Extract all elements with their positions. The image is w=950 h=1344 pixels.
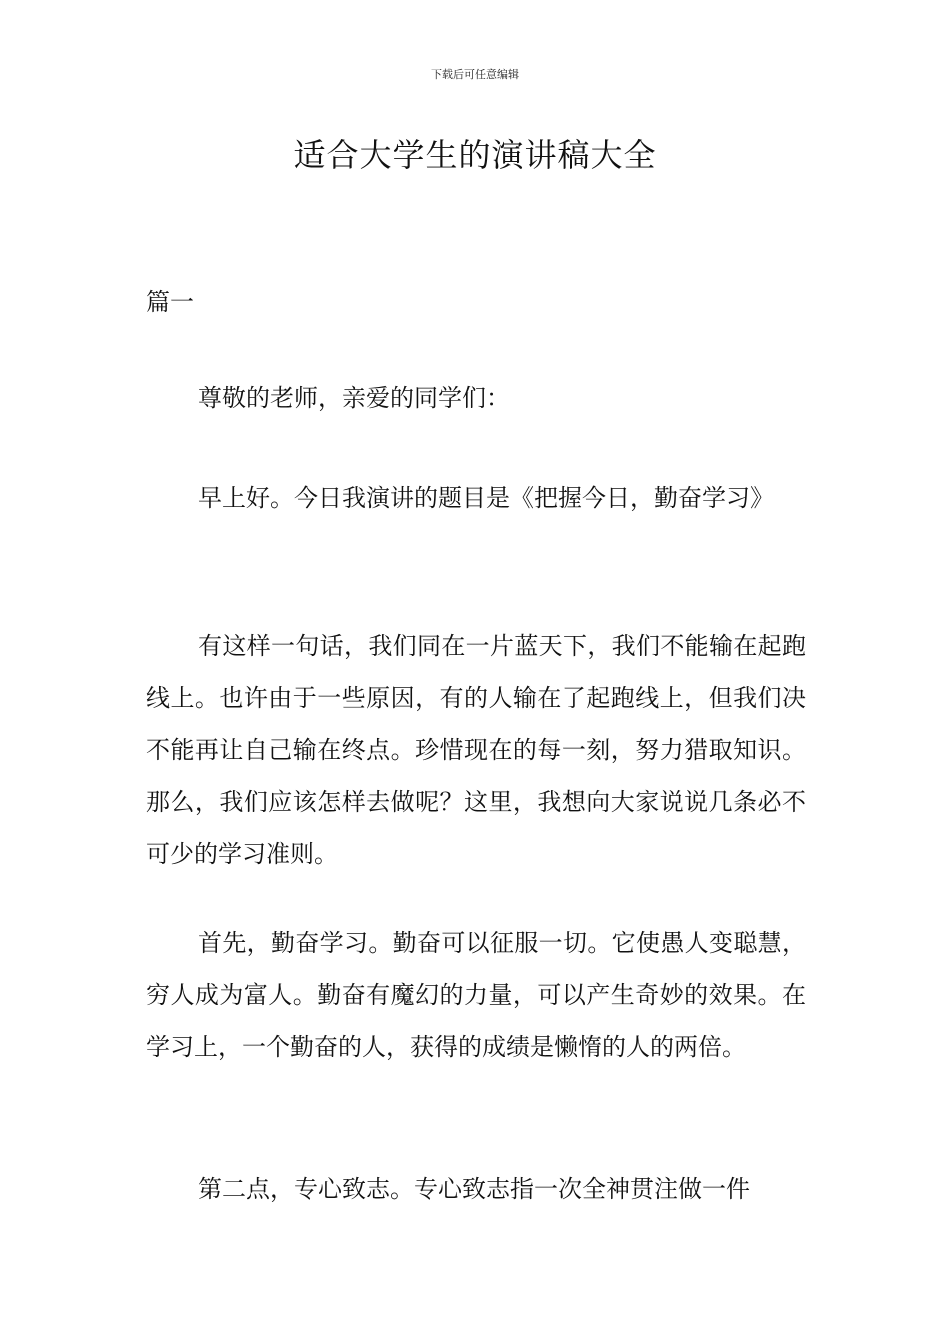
paragraph-3: 首先，勤奋学习。勤奋可以征服一切。它使愚人变聪慧，穷人成为富人。勤奋有魔幻的力量，可以产生奇妙的效果。在学习上，一个勤奋的人，获得的成绩是懒惰的人的两倍。	[146, 929, 806, 1061]
header-note: 下载后可任意编辑	[431, 68, 519, 81]
document-title: 适合大学生的演讲稿大全	[293, 136, 657, 174]
paragraph-2: 有这样一句话，我们同在一片蓝天下，我们不能输在起跑线上。也许由于一些原因，有的人输在了起跑线上，但我们决不能再让自己输在终点。珍惜现在的每一刻，努力猎取知识。那么，我们应该怎样去做呢？这里，我想向大家说说几条必不可少的学习准则。	[146, 632, 806, 868]
salutation: 尊敬的老师，亲爱的同学们：	[198, 384, 510, 412]
paragraph-1: 早上好。今日我演讲的题目是《把握今日，勤奋学习》	[198, 484, 774, 512]
section-label: 篇一	[146, 288, 194, 316]
paragraph-4: 第二点，专心致志。专心致志指一次全神贯注做一件	[198, 1175, 750, 1203]
